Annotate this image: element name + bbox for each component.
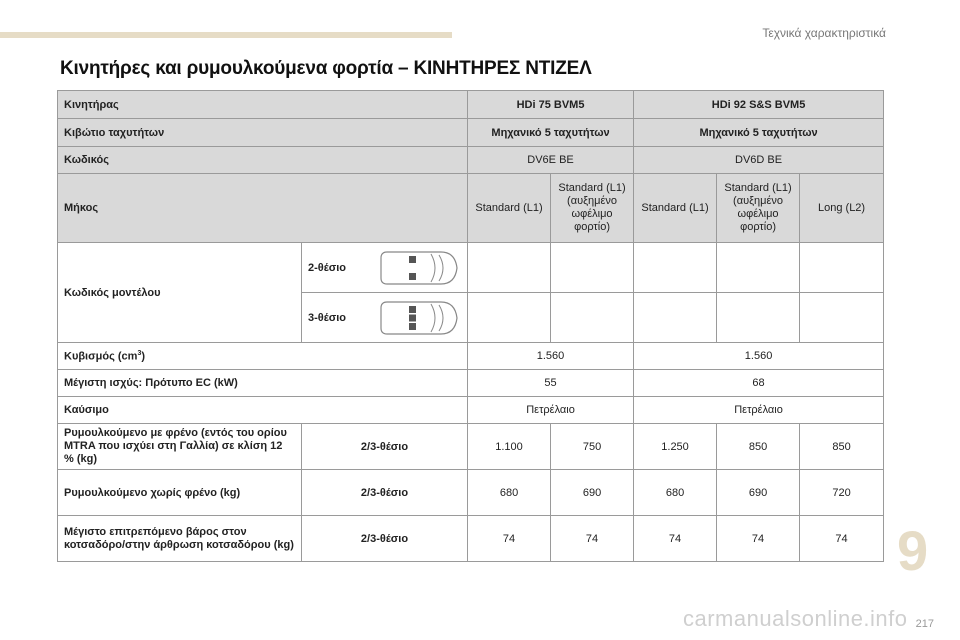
row-label-braked-trailer: Ρυμουλκούμενο με φρένο (εντός του ορίου MTRA που ισχύει στη Γαλλία) σε κλίση 12 % (kg) [58, 424, 302, 470]
header-accent-bar [0, 32, 452, 38]
gearbox-b: Μηχανικό 5 ταχυτήτων [634, 119, 884, 147]
table-row [58, 397, 884, 424]
unbraked-seats: 2/3-θέσιο [302, 470, 468, 516]
table-row [58, 147, 884, 174]
section-header: Τεχνικά χαρακτηριστικά [762, 26, 886, 40]
watermark: carmanualsonline.info [683, 606, 908, 631]
length-col-3: Standard (L1) [634, 174, 717, 243]
row-label-gearbox: Κιβώτιο ταχυτήτων [58, 119, 468, 147]
unbraked-value-3: 680 [634, 470, 717, 516]
table-row [58, 243, 884, 293]
code-a: DV6E BE [468, 147, 634, 174]
row-label-nose-weight: Μέγιστο επιτρεπόμενο βάρος στον κοτσαδόρο/στην άρθρωση κοτσαδόρου (kg) [58, 516, 302, 562]
length-col-4: Standard (L1) (αυξημένο ωφέλιμο φορτίο) [717, 174, 800, 243]
table-row [58, 119, 884, 147]
seat-2-label: 2-θέσιο [308, 261, 346, 274]
row-label-length: Μήκος [58, 174, 468, 243]
seat-3-label: 3-θέσιο [308, 311, 346, 324]
braked-value-5: 850 [800, 424, 884, 470]
noseweight-seats: 2/3-θέσιο [302, 516, 468, 562]
unbraked-value-1: 680 [468, 470, 551, 516]
braked-value-4: 850 [717, 424, 800, 470]
length-col-1: Standard (L1) [468, 174, 551, 243]
table-row [58, 343, 884, 370]
page-title: Κινητήρες και ρυμουλκούμενα φορτία – ΚΙΝΗΤΗΡΕΣ ΝΤΙΖΕΛ [60, 58, 592, 79]
noseweight-value-4: 74 [717, 516, 800, 562]
braked-value-1: 1.100 [468, 424, 551, 470]
noseweight-value-2: 74 [551, 516, 634, 562]
noseweight-value-3: 74 [634, 516, 717, 562]
braked-value-3: 1.250 [634, 424, 717, 470]
row-label-code: Κωδικός [58, 147, 468, 174]
fuel-a: Πετρέλαιο [468, 397, 634, 424]
unbraked-value-2: 690 [551, 470, 634, 516]
table-row [58, 370, 884, 397]
braked-seats: 2/3-θέσιο [302, 424, 468, 470]
noseweight-value-5: 74 [800, 516, 884, 562]
seat-3-cell [302, 293, 468, 343]
gearbox-a: Μηχανικό 5 ταχυτήτων [468, 119, 634, 147]
unbraked-value-4: 690 [717, 470, 800, 516]
row-label-power: Μέγιστη ισχύς: Πρότυπο EC (kW) [58, 370, 468, 397]
displacement-b: 1.560 [634, 343, 884, 370]
van-3-seat-icon [379, 296, 461, 340]
van-2-seat-icon [379, 246, 461, 290]
code-b: DV6D BE [634, 147, 884, 174]
page-number: 217 [915, 618, 934, 630]
row-label-fuel: Καύσιμο [58, 397, 468, 424]
table-row [58, 516, 884, 562]
length-col-2: Standard (L1) (αυξημένο ωφέλιμο φορτίο) [551, 174, 634, 243]
table-row [58, 174, 884, 243]
table-row [58, 470, 884, 516]
displacement-a: 1.560 [468, 343, 634, 370]
unbraked-value-5: 720 [800, 470, 884, 516]
row-label-engine: Κινητήρας [58, 91, 468, 119]
row-label-unbraked-trailer: Ρυμουλκούμενο χωρίς φρένο (kg) [58, 470, 302, 516]
row-label-displacement: Κυβισμός $(cm^3)$ [58, 343, 468, 370]
table-row [58, 424, 884, 470]
table-row [58, 91, 884, 119]
seat-2-cell [302, 243, 468, 293]
chapter-number: 9 [897, 519, 929, 582]
fuel-b: Πετρέλαιο [634, 397, 884, 424]
braked-value-2: 750 [551, 424, 634, 470]
row-label-model-code: Κωδικός μοντέλου [58, 243, 302, 343]
power-a: 55 [468, 370, 634, 397]
noseweight-value-1: 74 [468, 516, 551, 562]
engine-b: HDi 92 S&S BVM5 [634, 91, 884, 119]
length-col-5: Long (L2) [800, 174, 884, 243]
engine-spec-table [57, 90, 884, 562]
engine-a: HDi 75 BVM5 [468, 91, 634, 119]
power-b: 68 [634, 370, 884, 397]
